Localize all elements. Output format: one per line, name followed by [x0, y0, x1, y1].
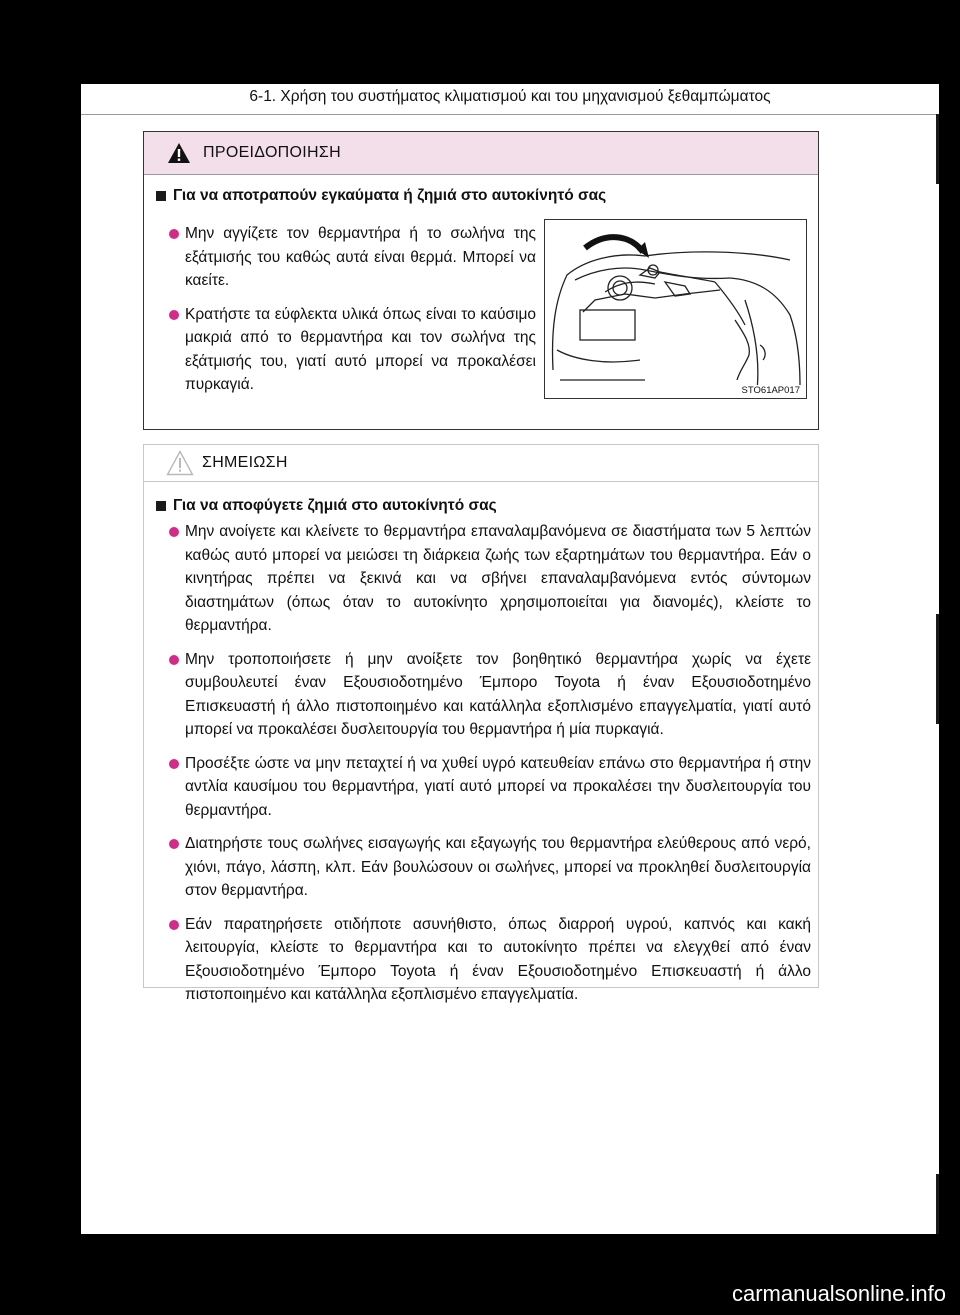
page-header: 6-1. Χρήση του συστήματος κλιματισμού και του μηχανισμού ξεθαμπώματος [81, 84, 939, 115]
warning-box [143, 131, 819, 430]
edge-rule [936, 114, 939, 184]
note-heading: ΣΗΜΕΙΩΣΗ [202, 454, 288, 471]
warning-header [144, 132, 818, 175]
list-item-text: Μην ανοίγετε και κλείνετε το θερμαντήρα επαναλαμβανόμενα σε διαστήματα των 5 λεπτών καθώς αυτό μπορεί να μειώσει τη διάρκεια ζωής των εξαρτημάτων του θερμαντήρα. Εάν ο κινητήρας πρέπει να ξεκινά και να σβήνει επαναλαμβανόμενα εντός σύντομων διαστημάτων (όπως όταν το αυτοκίνητο χρησιμοποιείται για διανομές), κλείστε το θερμαντήρα. [185, 523, 811, 634]
list-item [156, 303, 536, 397]
note-header [144, 445, 818, 482]
list-item-text: Μην αγγίζετε τον θερμαντήρα ή το σωλήνα της εξάτμισής του καθώς αυτά είναι θερμά. Μπορεί να καείτε. [185, 225, 536, 289]
edge-rule [936, 614, 939, 724]
bullet-dot-icon [169, 920, 179, 930]
bullet-dot-icon [169, 229, 179, 239]
list-item-text: Μην τροποποιήσετε ή μην ανοίξετε τον βοηθητικό θερμαντήρα χωρίς να έχετε συμβουλευτεί έναν Εξουσιοδοτημένο Έμπορο Toyota ή έναν Εξουσιοδοτημένο Επισκευαστή ή άλλο πιστοποιημένο και κατάλληλα εξοπλισμένο επαγγελματία, γιατί αυτό μπορεί να προκαλέσει δυσλειτουργία του θερμαντήρα ή μία πυρκαγιά. [185, 650, 811, 738]
bullet-dot-icon [169, 759, 179, 769]
edge-rule [936, 1174, 939, 1234]
bullet-dot-icon [169, 310, 179, 320]
list-item [156, 520, 811, 638]
car-front-illustration [544, 219, 807, 399]
list-item [156, 648, 811, 742]
watermark: carmanualsonline.info [731, 1281, 946, 1306]
caution-triangle-outline-icon [166, 450, 194, 476]
list-item [156, 752, 811, 823]
list-item-text: Προσέξτε ώστε να μην πεταχτεί ή να χυθεί υγρό κατευθείαν επάνω στο θερμαντήρα ή στην αντλία καυσίμου του θερμαντήρα, γιατί αυτό μπορεί να προκαλέσει την δυσλειτουργία του θερμαντήρα. [185, 754, 811, 819]
square-bullet-icon [156, 501, 166, 511]
list-item [156, 832, 811, 903]
list-item-text: Κρατήστε τα εύφλεκτα υλικά όπως είναι το καύσιμο μακριά από το θερμαντήρα και τον σωλήνα της εξάτμισής του, γιατί αυτό μπορεί να προκαλέσει πυρκαγιά. [185, 305, 536, 393]
warning-section-title [156, 187, 806, 205]
manual-page [81, 84, 939, 1234]
warning-section [156, 187, 806, 205]
note-box [143, 444, 819, 1003]
warning-triangle-icon [167, 142, 191, 164]
list-item-text: Διατηρήστε τους σωλήνες εισαγωγής και εξαγωγής του θερμαντήρα ελεύθερους από νερό, χιόνι, πάγο, λάσπη, κλπ. Εάν βουλώσουν οι σωλήνες, μπορεί να προκληθεί δυσλειτουργία στον θερμαντήρα. [185, 835, 811, 899]
list-item [156, 913, 811, 1007]
bullet-dot-icon [169, 839, 179, 849]
square-bullet-icon [156, 191, 166, 201]
note-section-title-text: Για να αποφύγετε ζημιά στο αυτοκίνητό σας [173, 497, 497, 514]
image-code: STO61AP017 [741, 385, 800, 396]
list-item-text: Εάν παρατηρήσετε οτιδήποτε ασυνήθιστο, όπως διαρροή υγρού, καπνός και κακή λειτουργία, κλείστε το θερμαντήρα και το αυτοκίνητο πρέπει να ελεγχθεί από έναν Εξουσιοδοτημένο Έμπορο Toyota ή έναν Εξουσιοδοτημένο Επισκευαστή ή άλλο πιστοποιημένο και κατάλληλα εξοπλισμένο επαγγελματία. [185, 915, 811, 1003]
note-section [156, 497, 811, 1007]
bullet-dot-icon [169, 527, 179, 537]
warning-heading: ΠΡΟΕΙΔΟΠΟΙΗΣΗ [203, 144, 341, 161]
list-item [156, 222, 536, 293]
warning-bullet-list [156, 222, 536, 397]
note-section-title [156, 497, 811, 515]
car-heater-diagram [545, 220, 807, 399]
warning-section-title-text: Για να αποτραπούν εγκαύματα ή ζημιά στο αυτοκίνητό σας [173, 187, 607, 204]
bullet-dot-icon [169, 655, 179, 665]
